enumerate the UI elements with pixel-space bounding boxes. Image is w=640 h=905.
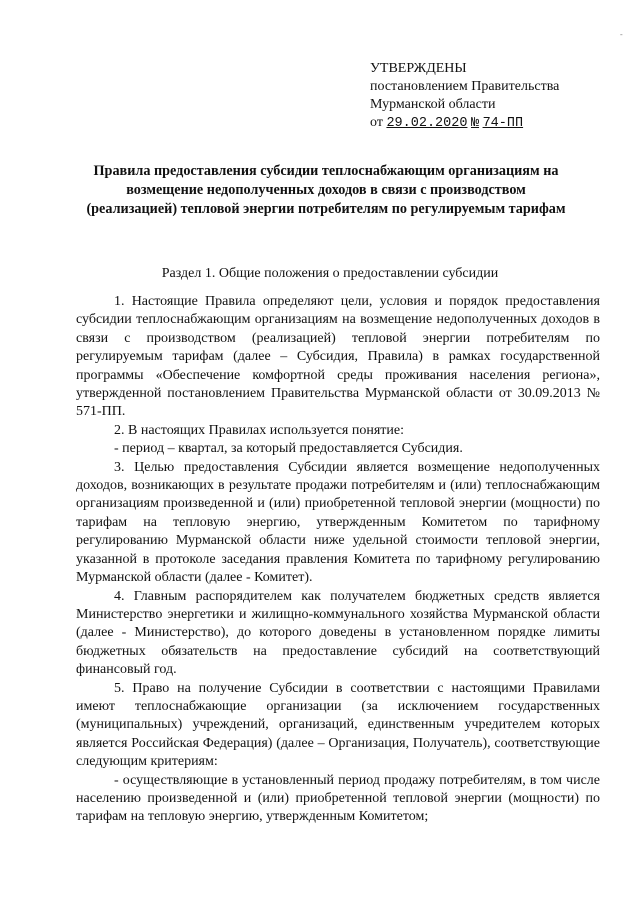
approval-line-2: постановлением Правительства xyxy=(370,79,560,94)
paragraph-1: 1. Настоящие Правила определяют цели, условия и порядок предоставления субсидии теплоснабжающим организациям на возмещение недополученных доходов в связи с производством (реализацией) тепловой энергии потребителям по регулируемым тарифам (далее – Субсидия, Правила) в рамках государственной программы «Обеспечение комфортной среды проживания населения региона», утвержденной постановлением Правительства Мурманской области от 30.09.2013 № 571-ПП. xyxy=(76,294,600,420)
approval-block xyxy=(370,60,559,133)
paragraph-4: 4. Главным распорядителем как получателем бюджетных средств является Министерство энергетики и жилищно-коммунального хозяйства Мурманской области (далее - Министерство), до которого доведены в установленном порядке лимиты бюджетных обязательств на предоставление субсидий на соответствующий финансовый год. xyxy=(76,588,600,678)
approval-date-line xyxy=(370,114,559,133)
document-title: Правила предоставления субсидии теплоснабжающим организациям на возмещение недополученных доходов в связи с производством (реализацией) тепловой энергии потребителям по регулируемым тарифам xyxy=(86,163,566,217)
approval-date: 29.02.2020 xyxy=(386,116,468,131)
paragraph-2-item: - период – квартал, за который предоставляется Субсидия. xyxy=(114,441,463,457)
approval-line-3: Мурманской области xyxy=(370,97,496,112)
corner-mark: - xyxy=(620,30,623,39)
paragraph-2: 2. В настоящих Правилах используется понятие: xyxy=(114,422,404,438)
approval-number: 74-ПП xyxy=(482,116,524,131)
approval-line-1: УТВЕРЖДЕНЫ xyxy=(370,61,467,76)
paragraph-5: 5. Право на получение Субсидии в соответствии с настоящими Правилами имеют теплоснабжающие организации (за исключением государственных (муниципальных) учреждений, организаций, единственным учредителем которых является Российская Федерация) (далее – Организация, Получатель), соответствующие следующим критериям: xyxy=(76,680,600,770)
paragraph-3: 3. Целью предоставления Субсидии является возмещение недополученных доходов, возникающих в результате продажи потребителям и (или) теплоснабжающим организациям произведенной и (или) приобретенной тепловой энергии (мощности) по тарифам на тепловую энергию, утвержденным Комитетом по тарифному регулированию Мурманской области ниже удельной стоимости тепловой энергии, указанной в протоколе заседания правления Комитета по тарифному регулированию Мурманской области (далее - Комитет). xyxy=(76,459,600,586)
from-label: от xyxy=(370,115,383,130)
number-sign: № xyxy=(470,116,480,131)
section-heading: Раздел 1. Общие положения о предоставлении субсидии xyxy=(161,266,499,281)
paragraph-5-item: - осуществляющие в установленный период продажу потребителям, в том числе населению произведенной и (или) приобретенной тепловой энергии (мощности) по тарифам на тепловую энергию, утвержденным Комитетом; xyxy=(76,772,600,825)
document-body xyxy=(76,293,600,827)
